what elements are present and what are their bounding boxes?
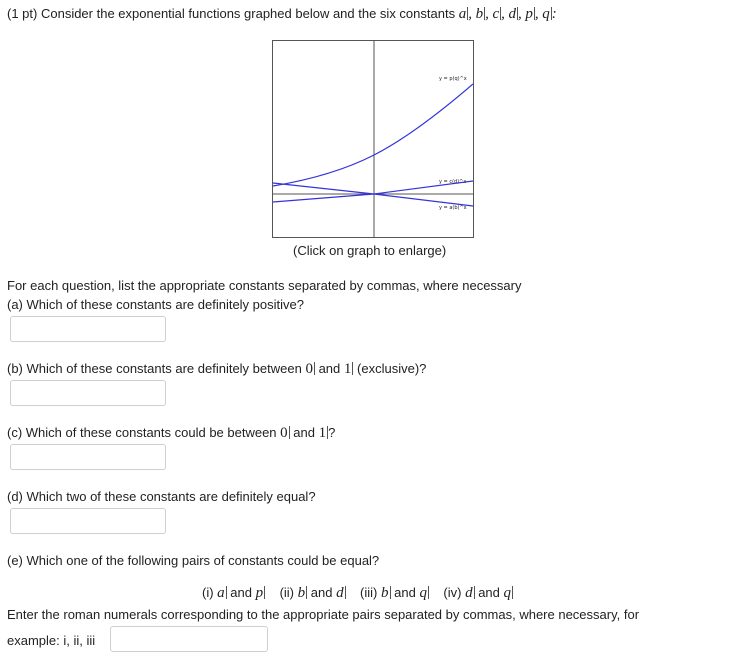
- question-e: (e) Which one of the following pairs of constants could be equal?: [7, 553, 380, 568]
- question-a: (a) Which of these constants are definitely positive?: [7, 297, 304, 312]
- constant-c: c ,: [492, 6, 505, 22]
- pair-iii: (iii) b and q: [360, 585, 427, 601]
- example-label: example: i, ii, iii: [7, 633, 96, 648]
- constant-p: p ,: [525, 6, 539, 22]
- zero-value: 0: [280, 425, 288, 441]
- enter-instructions: Enter the roman numerals corresponding to the appropriate pairs separated by commas, where necessary, for: [7, 607, 640, 622]
- graph-caption: (Click on graph to enlarge): [293, 243, 447, 258]
- curve-pq: [273, 84, 473, 186]
- answer-b-input[interactable]: [10, 380, 166, 406]
- constant-d: d ,: [508, 6, 522, 22]
- question-b: (b) Which of these constants are definitely between 0 and 1 (exclusive)?: [7, 361, 427, 377]
- one-value: 1: [343, 361, 352, 377]
- question-c: (c) Which of these constants could be between 0 and 1 ?: [7, 425, 336, 441]
- answer-c-input[interactable]: [10, 444, 166, 470]
- question-intro: Consider the exponential functions graphed below and the six constants: [40, 6, 456, 21]
- constant-q: q :: [542, 6, 557, 22]
- constant-b: b ,: [475, 6, 489, 22]
- pair-i: (i) a and p: [202, 585, 264, 601]
- points-label: (1 pt): [7, 6, 38, 21]
- curve-label-ab: y = a(b)^x: [439, 205, 467, 211]
- pairs-row: [202, 585, 513, 602]
- pair-ii: (ii) b and d: [279, 585, 344, 601]
- graph-svg: [273, 41, 473, 237]
- curve-label-pq: y = p(q)^x: [439, 76, 467, 82]
- zero-value: 0: [305, 361, 313, 377]
- exponential-graph[interactable]: [272, 40, 474, 238]
- one-value: 1: [318, 425, 327, 441]
- curve-label-cd: y = c(d)^x: [439, 179, 467, 185]
- answer-a-input[interactable]: [10, 316, 166, 342]
- constant-a: a ,: [458, 6, 472, 22]
- instructions: For each question, list the appropriate constants separated by commas, where necessary: [7, 278, 522, 293]
- pair-iv: (iv) d and q: [443, 585, 512, 601]
- question-d: (d) Which two of these constants are definitely equal?: [7, 489, 316, 504]
- question-header: [7, 6, 557, 23]
- answer-d-input[interactable]: [10, 508, 166, 534]
- answer-e-input[interactable]: [110, 626, 268, 652]
